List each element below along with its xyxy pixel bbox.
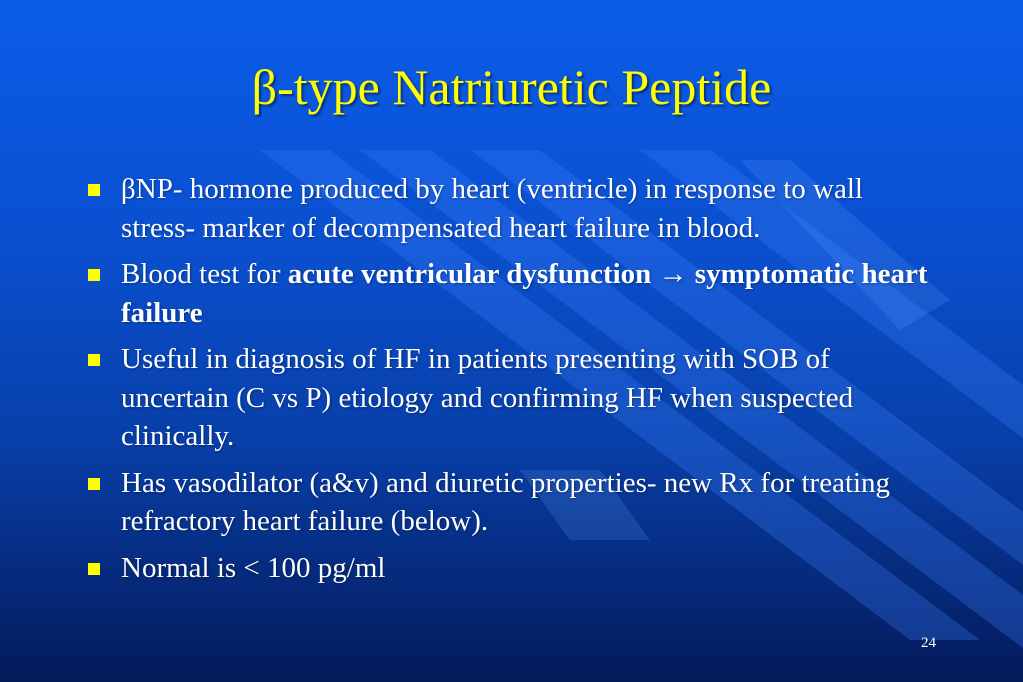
square-bullet-icon	[88, 184, 100, 196]
square-bullet-icon	[88, 478, 100, 490]
bullet-item	[88, 255, 938, 332]
bullet-list	[88, 170, 938, 595]
bullet-item	[88, 549, 938, 588]
square-bullet-icon	[88, 563, 100, 575]
bullet-item	[88, 170, 938, 247]
square-bullet-icon	[88, 269, 100, 281]
bullet-text: Normal is < 100 pg/ml	[121, 551, 386, 584]
bullet-item	[88, 340, 938, 456]
bullet-item	[88, 464, 938, 541]
bullet-text: Useful in diagnosis of HF in patients presenting with SOB of uncertain (C vs P) etiology and confirming HF when suspected clinically.	[121, 343, 854, 452]
bullet-text: Has vasodilator (a&v) and diuretic properties- new Rx for treating refractory heart failure (below).	[121, 466, 891, 537]
square-bullet-icon	[88, 354, 100, 366]
slide-number: 24	[921, 635, 936, 651]
bullet-text-bold: acute ventricular dysfunction → symptomatic heart failure	[121, 258, 928, 329]
slide-title: β-type Natriuretic Peptide	[251, 59, 772, 115]
bullet-text-prefix: Blood test for	[121, 258, 288, 290]
bullet-text: βNP- hormone produced by heart (ventricle) in response to wall stress- marker of decompensated heart failure in blood.	[121, 173, 863, 244]
